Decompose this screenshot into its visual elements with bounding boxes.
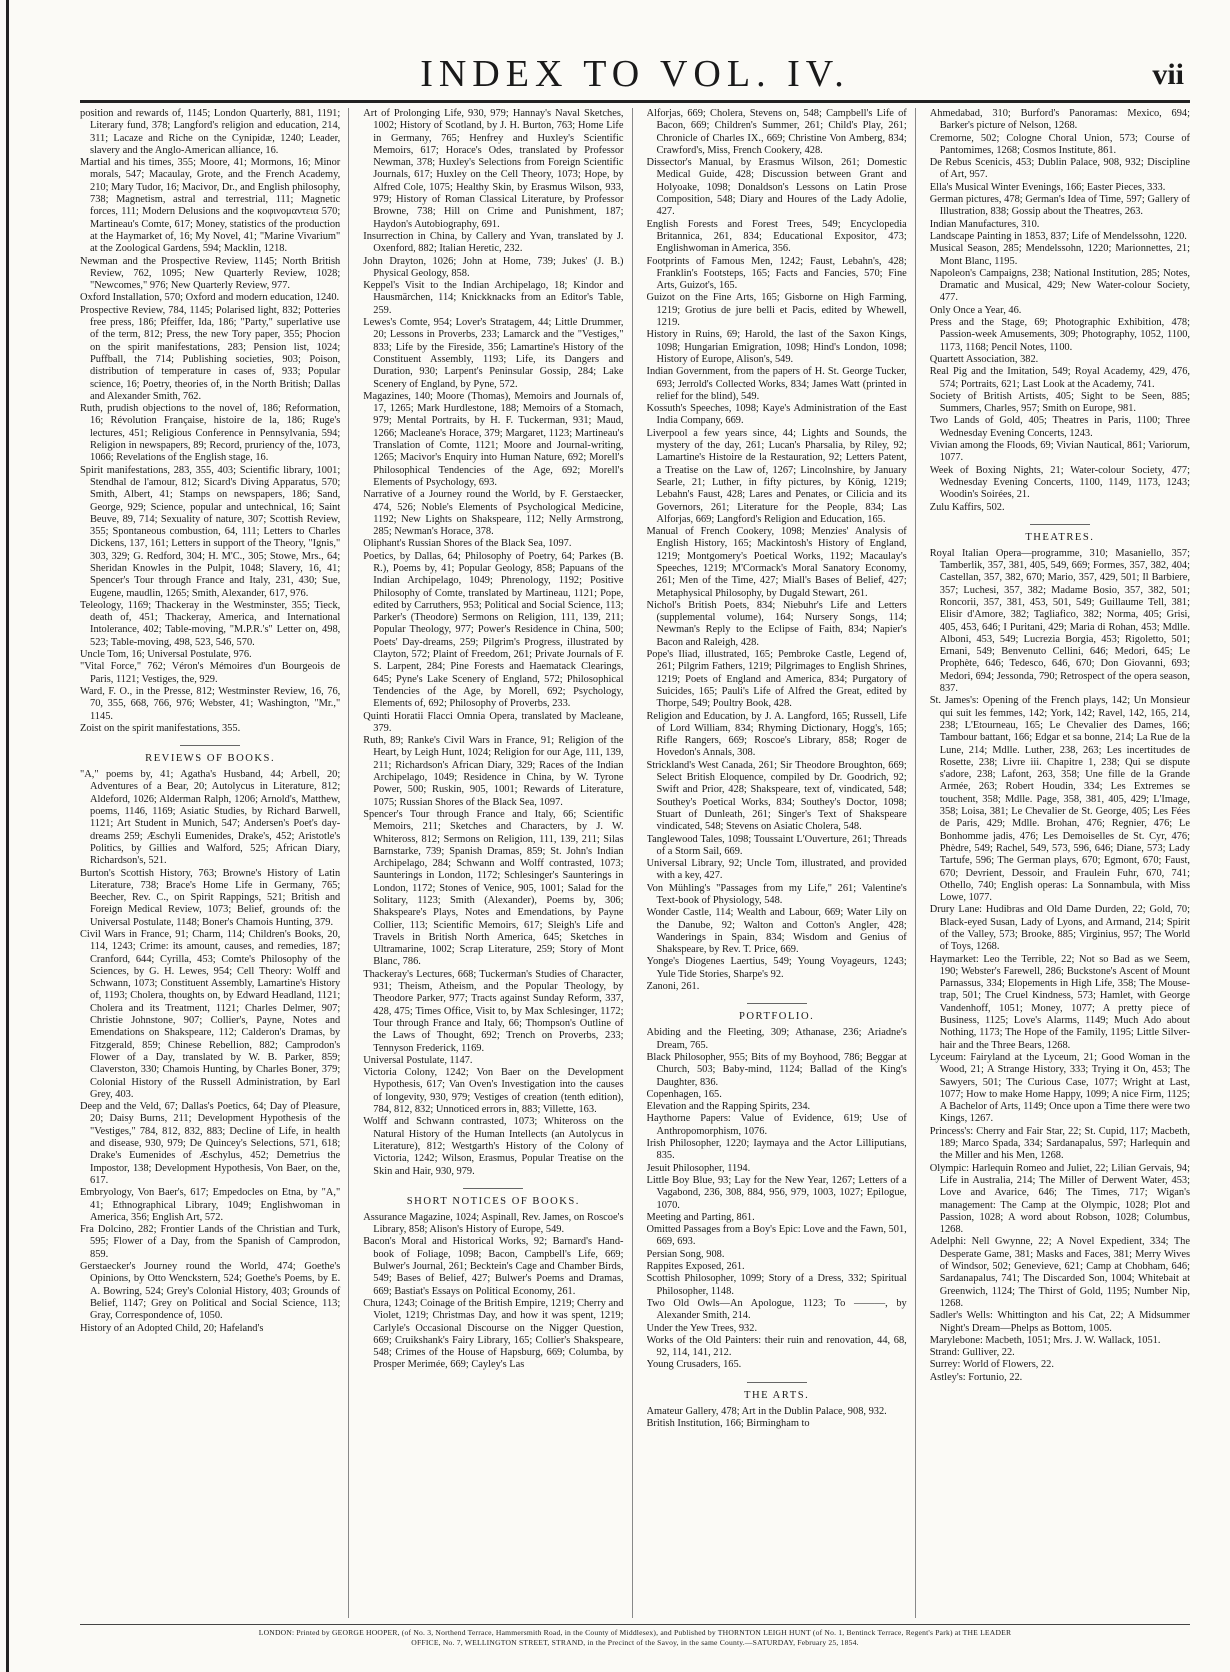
section-heading: REVIEWS OF BOOKS. [80, 745, 340, 764]
index-entry: Meeting and Parting, 861. [646, 1211, 755, 1223]
index-entry: Royal Italian Opera—programme, 310; Masaniello, 357; Tamberlik, 357, 381, 405, 549, 669; Formes, 357, 382, 404; Castellan, 357, 382, 670; Mario, 357, 429, 501; Il Barbiere, 357; Luchesi, 357, 382; Madame Bosio, 357, 382, 501; Roncorii, 357, 381, 453, 501, 549; Guillaume Tell, 381; Elisir d'Amore, 382; Tagliafico, 382; Norma, 405; Grisi, 405, 453, 646; I Puritani, 429; Maria di Rohan, 453; Mdlle. Alboni, 453, 549; Lucrezia Borgia, 453; Rigoletto, 501; Ernani, 549; Benvenuto Cellini, 646; Medori, 645; Le Prophète, 646; Tedesco, 646, 670; Don Giovanni, 693; Medori, 694; Jessonda, 790; Retrospect of the opera season, 837. [929, 547, 1190, 695]
index-entry: Olympic: Harlequin Romeo and Juliet, 22; Lilian Gervais, 94; Life in Australia, 214; The Miller of Derwent Water, 453; Love and Avarice, 646; The Times, 717; Wigan's management: The Camp at the Olympic, 1028; Plot and Passion, 1028; A word about Robson, 1028; Columbus, 1268. [929, 1162, 1190, 1236]
index-entry: History in Ruins, 69; Harold, the last of the Saxon Kings, 1098; Hungarian Emigration, 1098; Hind's London, 1098; History of Europe, Alison's, 549. [646, 329, 907, 365]
index-entry: Von Mühling's "Passages from my Life," 261; Valentine's Text-book of Physiology, 548. [646, 882, 907, 906]
index-entry: Universal Library, 92; Uncle Tom, illustrated, and provided with a key, 427. [646, 858, 907, 882]
column-3 [647, 108, 916, 1618]
index-entry: Zoist on the spirit manifestations, 355. [80, 722, 241, 734]
section-heading: PORTFOLIO. [647, 1003, 907, 1022]
index-entry: Irish Philosopher, 1220; Iaymaya and the Actor Lilliputians, 835. [646, 1138, 907, 1162]
index-entry: Uncle Tom, 16; Universal Postulate, 976. [80, 649, 252, 661]
imprint-line-2: OFFICE, No. 7, WELLINGTON STREET, STRAND, in the Precinct of the Savoy, in the same County.—SATURDAY, February 25, 1854. [411, 1638, 859, 1647]
page-edge-rule [6, 0, 9, 1672]
index-entry: Ward, F. O., in the Presse, 812; Westminster Review, 16, 76, 70, 355, 668, 766, 976; Webster, 41; Washington, "Mr.," 1145. [80, 685, 341, 722]
index-entry: Teleology, 1169; Thackeray in the Westminster, 355; Tieck, death of, 451; Thackeray, America, and International Intolerance, 402; Table-moving, "M.P.R.'s" Letter on, 498, 523; Table-moving, 498, 523, 546, 570. [80, 599, 341, 648]
index-entry: Cremorne, 502; Cologne Choral Union, 573; Course of Pantomimes, 1268; Cosmos Institute, 861. [929, 132, 1190, 156]
index-entry: Astley's: Fortunio, 22. [929, 1371, 1023, 1383]
index-entry: Quinti Horatii Flacci Omnia Opera, translated by Macleane, 379. [363, 710, 624, 734]
index-entry: "Vital Force," 762; Véron's Mémoires d'un Bourgeois de Paris, 1121; Vestiges, the, 929. [80, 661, 341, 685]
index-entry: Guizot on the Fine Arts, 165; Gisborne on High Farming, 1219; Grotius de jure belli et Pacis, edited by Whewell, 1219. [646, 292, 907, 329]
section-heading: THEATRES. [930, 524, 1190, 543]
index-entry: Scottish Philosopher, 1099; Story of a Dress, 332; Spiritual Philosopher, 1148. [646, 1273, 907, 1297]
index-entry: Burton's Scottish History, 763; Browne's History of Latin Literature, 738; Brace's Home Life in Germany, 765; Beecher, Rev. C., on Spirit Rappings, 521; British and Foreign Medical Review, 1073; Belief, grounds of: the Universal Postulate, 1148; Boner's Chamois Hunting, 379. [80, 867, 341, 928]
index-entry: Gerstaecker's Journey round the World, 474; Goethe's Opinions, by Otto Wenckstern, 524; Goethe's Poems, by E. A. Bowring, 524; Grey's Colonial History, 403; Grounds of Belief, 1147; Grey on Political and Social Science, 113; Gray, Correspondence of, 1050. [80, 1261, 341, 1322]
section-heading: SHORT NOTICES OF BOOKS. [363, 1188, 623, 1207]
index-entry: Jesuit Philosopher, 1194. [646, 1162, 751, 1174]
page-title: INDEX TO VOL. IV. [420, 53, 850, 95]
index-entry: Only Once a Year, 46. [929, 304, 1022, 316]
index-entry: Ruth, 89; Ranke's Civil Wars in France, 91; Religion of the Heart, by Leigh Hunt, 1024; Religion for our Age, 111, 139, 211; Richardson's African Diary, 329; Races of the Indian Archipelago, 1049; Residence in China, by W. Tyrone Power, 500; Ruskin, 905, 1001; Rewards of Literature, 1075; Russian Shores of the Black Sea, 1097. [363, 735, 624, 808]
index-entry: Drury Lane: Hudibras and Old Dame Durden, 22; Gold, 70; Black-eyed Susan, Lady of Lyons, and Armand, 214; Spirit of the Valley, 573; Brooke, 885; Virginius, 957; The World of Toys, 1268. [929, 904, 1190, 953]
index-entry: Assurance Magazine, 1024; Aspinall, Rev. James, on Roscoe's Library, 858; Alison's History of Europe, 549. [363, 1211, 624, 1236]
column-2 [363, 108, 632, 1618]
index-entry: Musical Season, 285; Mendelssohn, 1220; Marionnettes, 21; Mont Blanc, 1195. [929, 243, 1190, 267]
index-entry: Bacon's Moral and Historical Works, 92; Barnard's Hand-book of Foliage, 1098; Bacon, Campbell's Life, 669; Bulwer's Journal, 261; Becktein's Cage and Chamber Birds, 549; Bases of Belief, 427; Bulwer's Poems and Dramas, 669; Bastiat's Essays on Political Economy, 261. [363, 1236, 624, 1297]
index-entry: Two Old Owls—An Apologue, 1123; To ———, by Alexander Smith, 214. [646, 1297, 907, 1322]
index-entry: Oliphant's Russian Shores of the Black Sea, 1097. [363, 538, 572, 550]
footer-rule [80, 1624, 1190, 1625]
index-entry: Art of Prolonging Life, 930, 979; Hannay's Naval Sketches, 1002; History of Scotland, by J. H. Burton, 763; Home Life in Germany, 765; Henfrey and Huxley's Scientific Memoirs, 617; Horace's Odes, translated by Professor Newman, 378; Huxley's Selections from Foreign Scientific Journals, 617; Huxley on the Cell Theory, 1073; Hope, by Alfred Cole, 1075; Healthy Skin, by Erasmus Wilson, 933, 979; History of Roman Classical Literature, by Professor Browne, 738; Hill on Crime and Punishment, 187; Haydon's Autobiography, 691. [363, 108, 624, 230]
imprint-line-1: LONDON: Printed by GEORGE HOOPER, (of No. 3, Northend Terrace, Hammersmith Road, in the County of Middlesex), and Published by THORNTON LEIGH HUNT (of No. 1, Bentinck Terrace, Regent's Park) at THE LEADER [258, 1628, 1012, 1637]
index-entry: Zulu Kaffirs, 502. [929, 501, 1005, 513]
index-entry: Marylebone: Macbeth, 1051; Mrs. J. W. Wallack, 1051. [929, 1334, 1161, 1346]
index-entry: Alforjas, 669; Cholera, Stevens on, 548; Campbell's Life of Bacon, 669; Children's Summer, 261; Child's Play, 261; Chronicle of Charles IX., 669; Christine Von Amberg, 834; Crawford's, Miss, French Cookery, 428. [646, 108, 907, 156]
index-entry: Works of the Old Painters: their ruin and renovation, 44, 68, 92, 114, 141, 212. [646, 1334, 907, 1359]
index-entry: Copenhagen, 165. [646, 1088, 722, 1100]
index-entry: Omitted Passages from a Boy's Epic: Love and the Fawn, 501, 669, 693. [646, 1224, 907, 1248]
index-entry: Press and the Stage, 69; Photographic Exhibition, 478; Passion-week Amusements, 309; Photography, 1052, 1100, 1173, 1168; Pencil Notes, 1100. [929, 317, 1190, 353]
index-entry: Landscape Painting in 1853, 837; Life of Mendelssohn, 1220. [929, 230, 1187, 242]
index-entry: Quartett Association, 382. [929, 353, 1039, 365]
index-entry: "A," poems by, 41; Agatha's Husband, 44; Arbell, 20; Adventures of a Bear, 20; Autolycus in Literature, 812; Aldeford, 1026; Alderman Ralph, 1206; Arnold's, Matthew, poems, 1146, 1169; Asiatic Studies, by Richard Barwell, 1121; Art Student in Munich, 547; Andersen's Poet's day-dreams 259; Æschyli Eumenides, Drake's, 452; Aristotle's Politics, by Gillies and Walford, 525; African Diary, Richardson's, 521. [80, 769, 341, 867]
index-entry: British Institution, 166; Birmingham to [646, 1417, 810, 1429]
index-entry: Rappites Exposed, 261. [646, 1261, 745, 1273]
index-entry: Black Philosopher, 955; Bits of my Boyhood, 786; Beggar at Church, 503; Baby-mind, 1124; Ballad of the King's Daughter, 836. [646, 1051, 907, 1088]
index-entry: Universal Postulate, 1147. [363, 1054, 473, 1066]
index-entry: Spencer's Tour through France and Italy, 66; Scientific Memoirs, 211; Sketches and Characters, by J. W. Whiteross, 812; Sermons on Religion, 111, 139, 211; Silas Barnstarke, 739; Spanish Dramas, 859; St. John's Indian Archipelago, 284; Schwann and Wolff contrasted, 1073; Saunterings in London, 1172; Schlesinger's Saunterings in London, 1172; Stones of Venice, 905, 1001; Salad for the Solitary, 1123; Smith (Alexander), Poems by, 306; Shakspeare's Plays, Notes and Emendations, by Payne Collier, 113; Scientific Memoirs, 617; Sleigh's Life and Travels in British North America, 645; Sketches in Ultramarine, 1002; Scrap Literature, 259; Story of Mont Blanc, 786. [363, 808, 624, 968]
index-entry: Oxford Installation, 570; Oxford and modern education, 1240. [80, 292, 340, 304]
index-entry: Haymarket: Leo the Terrible, 22; Not so Bad as we Seem, 190; Webster's Farewell, 286; Buckstone's Ascent of Mount Parnassus, 334; Elopements in High Life, 358; The Mouse-trap, 501; The Cruel Kindness, 573; Hamlet, with George Vandenhoff, 1051; Money, 1077; A pretty piece of Business, 1125; Love's Alarms, 1149; Much Ado about Nothing, 1173; The Hope of the Family, 1195; Little Silver-hair and the Three Bears, 1268. [929, 953, 1190, 1051]
index-entry: History of an Adopted Child, 20; Hafeland's [80, 1322, 264, 1334]
index-entry: John Drayton, 1026; John at Home, 739; Jukes' (J. B.) Physical Geology, 858. [363, 255, 624, 279]
index-entry: English Forests and Forest Trees, 549; Encyclopedia Britannica, 261, 834; Educational Expositor, 473; Englishwoman in America, 356. [646, 218, 907, 255]
index-entry: Zanoni, 261. [646, 981, 700, 993]
index-entry: position and rewards of, 1145; London Quarterly, 881, 1191; Literary fund, 378; Langford's religion and education, 214, 311; Lacaze and Riche on the Cynipidæ, 1240; Leader, slavery and the Anglo-American alliance, 16. [80, 108, 341, 156]
index-entry: Two Lands of Gold, 405; Theatres in Paris, 1100; Three Wednesday Evening Concerts, 1243. [929, 415, 1190, 439]
index-entry: Liverpool a few years since, 44; Lights and Sounds, the mystery of the day, 261; Lucan's Pharsalia, by Riley, 92; Lamartine's Histoire de la Restauration, 92; Letters Patent, a Treatise on the Law of, 1267; Lincolnshire, by January Searle, 21; Luther, in fifty pictures, by König, 1219; Lebahn's Faust, 428; Lares and Penates, or Cilicia and its Governors, 261; Literature for the People, 834; Las Alforjas, 669; Langford's Religion and Education, 165. [646, 427, 907, 525]
index-entry: Real Pig and the Imitation, 549; Royal Academy, 429, 476, 574; Portraits, 621; Last Look at the Academy, 741. [929, 366, 1190, 390]
index-entry: Magazines, 140; Moore (Thomas), Memoirs and Journals of, 17, 1265; Mark Hurdlestone, 188; Memoirs of a Stomach, 979; Mental Portraits, by H. F. Tuckerman, 931; Maud, 1266; Macleane's Horace, 379; Margaret, 1123; Martineau's Translation of Comte, 1121; Moore and Journal-writing, 1265; Macivor's Enquiry into Human Nature, 692; Morell's Philosophical Tendencies of the Age, 692; Morell's Elements of Psychology, 693. [363, 390, 624, 488]
index-entry: St. James's: Opening of the French plays, 142; Un Monsieur qui suit les femmes, 142; York, 142; Ravel, 142, 165, 214, 238; L'Etourneau, 165; Le Chevalier des Dames, 166; Tambour battant, 166; Edgar et sa bonne, 214; La Rue de la Lune, 214; Mdlle. Luther, 238, 263; Les incertitudes de Rosette, 238; Livre iii. Chapitre 1, 238; Qui se dispute s'adore, 238; Lafont, 263, 358; Une fille de la Grande Armée, 263; Robert Houdin, 334; Les Extremes se touchent, 358; Mdlle. Page, 358, 381, 405, 429; L'Image, 358; Loisa, 381; Le Chevalier de St. George, 405; Les Fées de Paris, 429; Mdlle. Brohan, 476; Regnier, 476; Le Bonhomme jadis, 476; Les Demoiselles de St. Cyr, 476; Phèdre, 549; Rachel, 549, 573, 596, 646; Diane, 573; Lady Tartufe, 596; The German plays, 670; Egmont, 670; Faust, 670; Devrient, Dessoir, and Fraulein Fuhr, 670, 741; Othello, 740; English operas: La Sonnambula, with Miss Lowe, 1077. [929, 695, 1190, 904]
index-entry: Sadler's Wells: Whittington and his Cat, 22; A Midsummer Night's Dream—Phelps as Bottom, 1005. [929, 1310, 1190, 1334]
index-entry: Civil Wars in France, 91; Charm, 114; Children's Books, 20, 114, 1243; Crime: its amount, causes, and remedies, 187; Cranford, 644; Cyrilla, 453; Comte's Philosophy of the Sciences, by G. H. Lewes, 954; Cell Theory: Wolff and Schwann, 1073; Constituent Assembly, Lamartine's History of, 1193; Cholera, thoughts on, by Edward Headland, 1121; Cholera and its Treatment, 1121; Charles Delmer, 907; Christie Johnstone, 907; Collier's, Payne, Notes and Emendations on Shakspeare, 112; Calderon's Dramas, by Fitzgerald, 859; Chinese Rebellion, 882; Camprodon's Flower of a Day, translated by W. B. Parker, 859; Claverston, 330; Chamois Hunting, by Charles Boner, 379; Colonial History of the Russell Administration, by Earl Grey, 403. [80, 929, 341, 1100]
page-number: vii [1152, 58, 1184, 91]
index-entry: Under the Yew Trees, 932. [646, 1322, 758, 1334]
index-entry: Abiding and the Fleeting, 309; Athanase, 236; Ariadne's Dream, 765. [646, 1027, 907, 1051]
index-entry: German pictures, 478; German's Idea of Time, 597; Gallery of Illustration, 838; Gossip about the Theatres, 263. [929, 194, 1190, 218]
page-header [80, 52, 1190, 96]
index-entry: Narrative of a Journey round the World, by F. Gerstaecker, 474, 526; Noble's Elements of Psychological Medicine, 1192; New Lights on Shakspeare, 112; Nelly Armstrong, 285; Newman's Horace, 378. [363, 489, 624, 538]
index-entry: Thackeray's Lectures, 668; Tuckerman's Studies of Character, 931; Theism, Atheism, and the Popular Theology, by Theodore Parker, 977; Tracts against Sunday Reform, 337, 428, 475; Times Office, Visit to, by Max Schlesinger, 1172; Tour through France and Italy, 66; Thompson's Outline of the Laws of Thought, 692; Trench on Proverbs, 233; Tennyson Frederick, 1169. [363, 968, 624, 1054]
index-entry: Embryology, Von Baer's, 617; Empedocles on Etna, by "A," 41; Ethnographical Library, 1049; Englishwoman in America, 356; English Art, 572. [80, 1187, 341, 1223]
index-entry: Indian Government, from the papers of H. St. George Tucker, 693; Jerrold's Collected Works, 834; James Watt (printed in relief for the blind), 549. [646, 366, 907, 402]
index-entry: Princess's: Cherry and Fair Star, 22; St. Cupid, 117; Macbeth, 189; Marco Spada, 334; Sardanapalus, 597; Harlequin and the Miller and his Men, 1268. [929, 1125, 1190, 1162]
index-entry: Elevation and the Rapping Spirits, 234. [646, 1101, 811, 1113]
index-entry: Pope's Iliad, illustrated, 165; Pembroke Castle, Legend of, 261; Pilgrim Fathers, 1219; Pilgrimages to English Shrines, 1219; Poets of England and America, 834; Purgatory of Suicides, 165; Pauli's Life of Alfred the Great, edited by Thorpe, 549; Poultry Book, 428. [646, 649, 907, 710]
index-entry: Dissector's Manual, by Erasmus Wilson, 261; Domestic Medical Guide, 428; Discussion between Grant and Holyoake, 1098; Donaldson's Lessons on Latin Prose Composition, 548; Diary and Houres of the Lady Adolie, 427. [646, 157, 907, 218]
index-entry: Young Crusaders, 165. [646, 1359, 742, 1371]
index-entry: Martial and his times, 355; Moore, 41; Mormons, 16; Minor morals, 547; Macaulay, Grote, and the French Academy, 210; Mary Tudor, 16; Macivor, Dr., and English philosophy, 738; Magnetism, astral and terrestrial, 111; Magnetic forces, 111; Modern Delusions and the κοφινομαντεια 570; Martineau's Comte, 617; Money, statistics of the production at the Haymarket of, 16; My Novel, 41; "Marine Vivarium" at the Zoological Gardens, 594; Macklin, 1218. [80, 157, 341, 255]
index-entry: Kossuth's Speeches, 1098; Kaye's Administration of the East India Company, 669. [646, 403, 907, 427]
index-entry: Newman and the Prospective Review, 1145; North British Review, 762, 1095; New Quarterly Review, 1028; "Newcomes," 976; New Quarterly Review, 977. [80, 255, 341, 292]
index-entry: Victoria Colony, 1242; Von Baer on the Development Hypothesis, 617; Van Oven's Investigation into the causes of longevity, 930, 979; Vestiges of creation (tenth edition), 784, 812, 832; Unnoticed errors in, 883; Villette, 163. [363, 1067, 624, 1116]
imprint-footer [80, 1628, 1190, 1648]
index-entry: Footprints of Famous Men, 1242; Faust, Lebahn's, 428; Franklin's Footsteps, 165; Facts and Fancies, 570; Fine Arts, Guizot's, 165. [646, 255, 907, 292]
index-entry: De Rebus Scenicis, 453; Dublin Palace, 908, 932; Discipline of Art, 957. [929, 157, 1190, 181]
column-1 [80, 108, 349, 1618]
index-entry: Ella's Musical Winter Evenings, 166; Easter Pieces, 333. [929, 181, 1166, 193]
index-entry: Religion and Education, by J. A. Langford, 165; Russell, Life of Lord William, 834; Rhyming Dictionary, Hogg's, 165; Rifle Rangers, 669; Roscoe's Library, 858; Roger de Hovedon's Annals, 308. [646, 710, 907, 759]
index-entry: Deep and the Veld, 67; Dallas's Poetics, 64; Day of Pleasure, 20; Daisy Burns, 211; Development Hypothesis of the "Vestiges," 784, 812, 832, 883; Decline of Life, in health and disease, 930, 979; De Quincey's Selections, 571, 618; Drake's Eumenides of Æschylus, 452; Demetrius the Impostor, 138; Development Hypothesis, Von Baer, on the, 617. [80, 1101, 341, 1186]
index-entry: Haythorne Papers: Value of Evidence, 619; Use of Anthropomorphism, 1076. [646, 1113, 907, 1137]
index-entry: Chura, 1243; Coinage of the British Empire, 1219; Cherry and Violet, 1219; Christmas Day, and how it was spent, 1219; Carlyle's Occasional Discourse on the Nigger Question, 669; Cruikshank's Fairy Library, 165; Collier's Shakspeare, 548; Crimes of the House of Hapsburg, 669; Columba, by Prosper Merimée, 669; Cayley's Las [363, 1297, 624, 1371]
index-entry: Ruth, prudish objections to the novel of, 186; Reformation, 16; Révolution Française, histoire de la, 186; Ruge's lectures, 451; Religious Conference in Pennsylvania, 594; Religion in newspapers, 89; Record, pruriency of the, 1073, 1066; Revelations of the English stage, 16. [80, 403, 341, 464]
index-entry: Amateur Gallery, 478; Art in the Dublin Palace, 908, 932. [646, 1405, 887, 1417]
column-4 [930, 108, 1190, 1618]
index-entry: Yonge's Diogenes Laertius, 549; Young Voyageurs, 1243; Yule Tide Stories, Sharpe's 92. [646, 956, 907, 980]
header-rule [80, 100, 1190, 103]
index-entry: Tanglewood Tales, 1098; Toussaint L'Ouverture, 261; Threads of a Storm Sail, 669. [646, 833, 907, 857]
index-entry: Vivian among the Floods, 69; Vivian Nautical, 861; Variorum, 1077. [929, 440, 1190, 464]
index-entry: Strickland's West Canada, 261; Sir Theodore Broughton, 669; Select British Eloquence, compiled by Dr. Goodrich, 92; Swift and Prior, 428; Shakspeare, text of, vindicated, 548; Southey's Poetical Works, 834; Southey's Doctor, 1098; Stuart of Dunleath, 261; Singer's Text of Shakspeare vindicated, 548; Stevens on Asiatic Cholera, 548. [646, 759, 907, 833]
index-entry: Poetics, by Dallas, 64; Philosophy of Poetry, 64; Parkes (B. R.), Poems by, 41; Popular Geology, 858; Papuans of the Indian Archipelago, 1049; Phrenology, 1192; Positive Philosophy of Comte, translated by Martineau, 1121; Pope, edited by Carruthers, 953; Political and Social Science, 113; Parker's (Theodore) Sermons on Religion, 111, 139, 211; Popular Theology, 977; Power's Residence in China, 500; Poets' Day-dreams, 259; Pilgrim's Progress, illustrated by Clayton, 572; Plaint of Freedom, 261; Private Journals of F. S. Larpent, 284; Pine Forests and Haematack Clearings, 645; Pyne's Lake Scenery of England, 572; Philosophical Tendencies of the Age, by Morell, 692; Psychology, Elements of, 692; Philosophy of Proverbs, 233. [363, 550, 624, 710]
index-entry: Lyceum: Fairyland at the Lyceum, 21; Good Woman in the Wood, 21; A Strange History, 333; Trying it On, 453; The Sawyers, 501; The Curious Case, 1077; Wright at Last, 1077; How to make Home Happy, 1099; A nice Firm, 1125; A Bachelor of Arts, 1149; Once upon a Time there were two Kings, 1267. [929, 1051, 1190, 1125]
index-entry: Persian Song, 908. [646, 1248, 725, 1260]
index-entry: Keppel's Visit to the Indian Archipelago, 18; Kindor and Hausmärchen, 114; Knickknacks from an Editor's Table, 259. [363, 280, 624, 316]
index-entry: Surrey: World of Flowers, 22. [929, 1359, 1054, 1371]
index-entry: Prospective Review, 784, 1145; Polarised light, 832; Potteries free press, 186; Pfeiffer, Ida, 186; "Party," superlative use of the term, 812; Press, the new Tory paper, 355; Phocion on the spirit manifestations, 283; Pension list, 1024; Puffball, the 714; Publishing societies, 903; Poison, distribution of temperature in cases of, 933; Popular science, 16; Poetry, theories of, in the North British; Dallas and Alexander Smith, 762. [80, 304, 341, 402]
index-entry: Insurrection in China, by Callery and Yvan, translated by J. Oxenford, 882; Italian Heretic, 232. [363, 230, 624, 255]
index-entry: Adelphi: Nell Gwynne, 22; A Novel Expedient, 334; The Desperate Game, 381; Masks and Faces, 381; Merry Wives of Windsor, 502; Genevieve, 621; Camp at Chobham, 646; Sardanapalus, 741; The Discarded Son, 1004; Whitebait at Greenwich, 1124; The Thirst of Gold, 1195; Number Nip, 1268. [929, 1236, 1190, 1309]
index-entry: Ahmedabad, 310; Burford's Panoramas: Mexico, 694; Barker's picture of Nelson, 1268. [929, 108, 1190, 132]
index-entry: Spirit manifestations, 283, 355, 403; Scientific library, 1001; Stendhal de l'amour, 812; Sicard's Diving Apparatus, 570; Smith, Albert, 41; Stamps on newspapers, 186; Sand, George, 929; Science, popular and untechnical, 16; Saint Beuve, 89, 714; Sexuality of nature, 307; Scottish Review, 355; Spontaneous combustion, 64, 111; Letters to Charles Dickens, 137, 161; Letters in support of the Theory, "Ignis," 303, 329; G. Redford, 304; H. M'C., 305; Stowe, Mrs., 64; Sheridan Knowles in the Pulpit, 1048; Slavery, 16, 41; Spencer's Tour through France and Italy, 231, 430; Sue, Eugene, maudlin, 1265; Smith, Alexander, 617, 976. [80, 464, 341, 599]
index-entry: Napoleon's Campaigns, 238; National Institution, 285; Notes, Dramatic and Musical, 429; New Water-colour Society, 477. [929, 267, 1190, 304]
index-entry: Manual of French Cookery, 1098; Menzies' Analysis of English History, 165; Mackintosh's History of England, 1219; Montgomery's Poetical Works, 1192; Macaulay's Speeches, 1219; M'Cormack's Moral Sanatory Economy, 261; Men of the Time, 427; Miall's Bases of Belief, 427; Metaphysical Philosophy, by Dugald Stewart, 261. [646, 526, 907, 599]
index-entry: Nichol's British Poets, 834; Niebuhr's Life and Letters (supplemental volume), 164; Nursery Songs, 114; Newman's Reply to the Eclipse of Faith, 834; Napier's Bacon and Raleigh, 428. [646, 599, 907, 648]
index-entry: Indian Manufactures, 310. [929, 218, 1040, 230]
index-entry: Wolff and Schwann contrasted, 1073; Whiteross on the Natural History of the Human Intellects (an Autolycus in Literature), 812; Westgarth's History of the Colony of Victoria, 1242; Wilson, Erasmus, Popular Treatise on the Skin and Hair, 930, 979. [363, 1116, 624, 1177]
index-entry: Fra Dolcino, 282; Frontier Lands of the Christian and Turk, 595; Flower of a Day, from the Spanish of Camprodon, 859. [80, 1224, 341, 1260]
index-entry: Society of British Artists, 405; Sight to be Seen, 885; Summers, Charles, 957; Smith on Europe, 981. [929, 390, 1190, 415]
section-heading: THE ARTS. [647, 1382, 907, 1401]
index-entry: Little Boy Blue, 93; Lay for the New Year, 1267; Letters of a Vagabond, 236, 308, 884, 956, 979, 1003, 1027; Epilogue, 1070. [646, 1174, 907, 1211]
index-entry: Week of Boxing Nights, 21; Water-colour Society, 477; Wednesday Evening Concerts, 1100, 1149, 1173, 1243; Woodin's Soirées, 21. [929, 464, 1190, 501]
index-columns [80, 108, 1190, 1618]
index-entry: Strand: Gulliver, 22. [929, 1347, 1015, 1359]
index-entry: Wonder Castle, 114; Wealth and Labour, 669; Water Lily on the Danube, 92; Walton and Cotton's Angler, 428; Wanderings in Spain, 834; Wisdom and Genius of Shakspeare, by Rev. T. Price, 669. [646, 907, 907, 956]
index-entry: Lewes's Comte, 954; Lover's Stratagem, 44; Little Drummer, 20; Lessons in Proverbs, 233; Lamarck and the "Vestiges," 833; Life by the Fireside, 356; Lamartine's History of the Constituent Assembly, 1193; Life, its Dangers and Duration, 930; Larpent's Peninsular Gossip, 284; Lake Scenery of England, by Pyne, 572. [363, 317, 624, 390]
